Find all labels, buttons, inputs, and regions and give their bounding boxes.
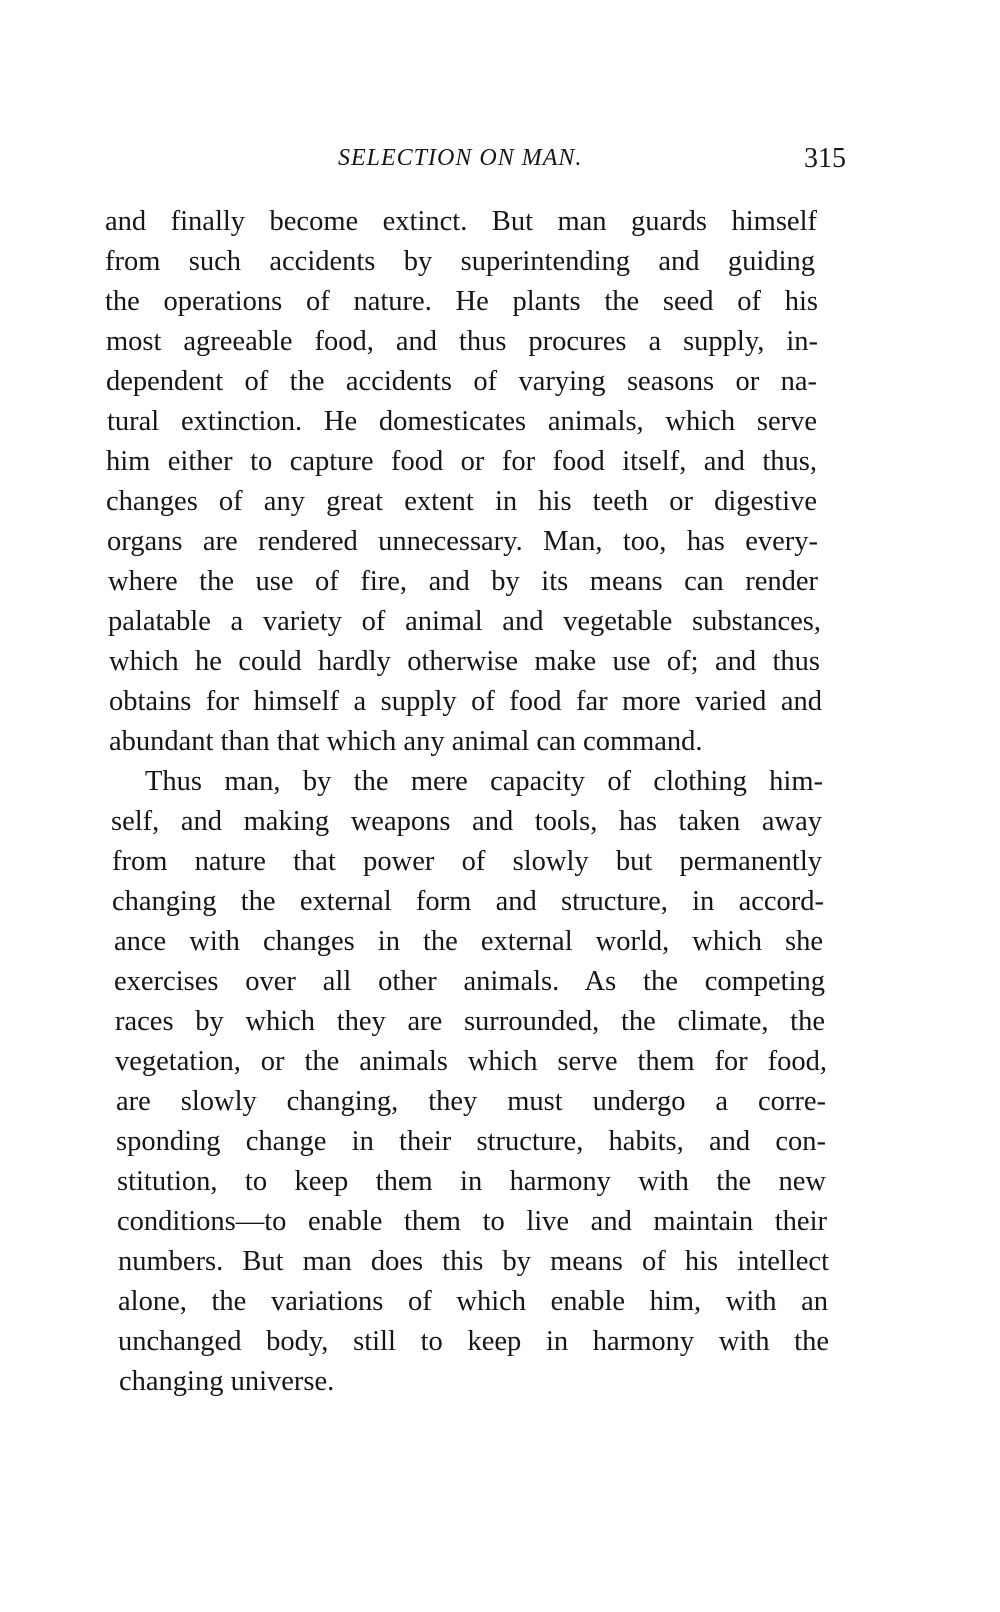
page-number: 315 [804, 143, 846, 174]
text-line: unchanged body, still to keep in harmony with the [118, 1326, 829, 1357]
text-line: numbers. But man does this by means of his intellect [118, 1246, 829, 1277]
text-line: changes of any great extent in his teeth or digestive [106, 486, 817, 517]
text-line: Thus man, by the mere capacity of clothing him- [145, 766, 823, 797]
text-line: changing the external form and structure, in accord- [112, 886, 824, 917]
text-line: obtains for himself a supply of food far more varied and [109, 686, 822, 717]
text-line: palatable a variety of animal and vegetable substances, [108, 606, 821, 637]
text-line: abundant than that which any animal can command. [109, 726, 703, 757]
text-line: organs are rendered unnecessary. Man, too, has every- [107, 526, 818, 557]
text-line: tural extinction. He domesticates animals, which serve [107, 406, 817, 437]
text-line: races by which they are surrounded, the climate, the [115, 1006, 825, 1037]
text-line: from nature that power of slowly but permanently [112, 846, 822, 877]
text-line: vegetation, or the animals which serve them for food, [115, 1046, 827, 1077]
running-title: SELECTION ON MAN. [338, 145, 583, 171]
text-line: are slowly changing, they must undergo a corre- [116, 1086, 826, 1117]
text-line: the operations of nature. He plants the seed of his [105, 286, 818, 317]
text-line: from such accidents by superintending and guiding [105, 246, 815, 277]
text-line: where the use of fire, and by its means can render [108, 566, 818, 597]
text-line: dependent of the accidents of varying seasons or na- [106, 366, 817, 397]
text-line: most agreeable food, and thus procures a supply, in- [106, 326, 818, 357]
text-line: ance with changes in the external world, which she [114, 926, 823, 957]
text-line: and finally become extinct. But man guards himself [105, 206, 817, 237]
text-line: sponding change in their structure, habits, and con- [116, 1126, 826, 1157]
text-line: which he could hardly otherwise make use of; and thus [109, 646, 820, 677]
text-line: changing universe. [119, 1366, 335, 1397]
text-line: stitution, to keep them in harmony with the new [117, 1166, 826, 1197]
text-line: exercises over all other animals. As the competing [114, 966, 825, 997]
text-line: conditions—to enable them to live and maintain their [117, 1206, 827, 1237]
running-head [108, 143, 846, 183]
text-line: self, and making weapons and tools, has taken away [111, 806, 822, 837]
text-line: him either to capture food or for food itself, and thus, [106, 446, 817, 477]
text-line: alone, the variations of which enable him, with an [118, 1286, 828, 1317]
